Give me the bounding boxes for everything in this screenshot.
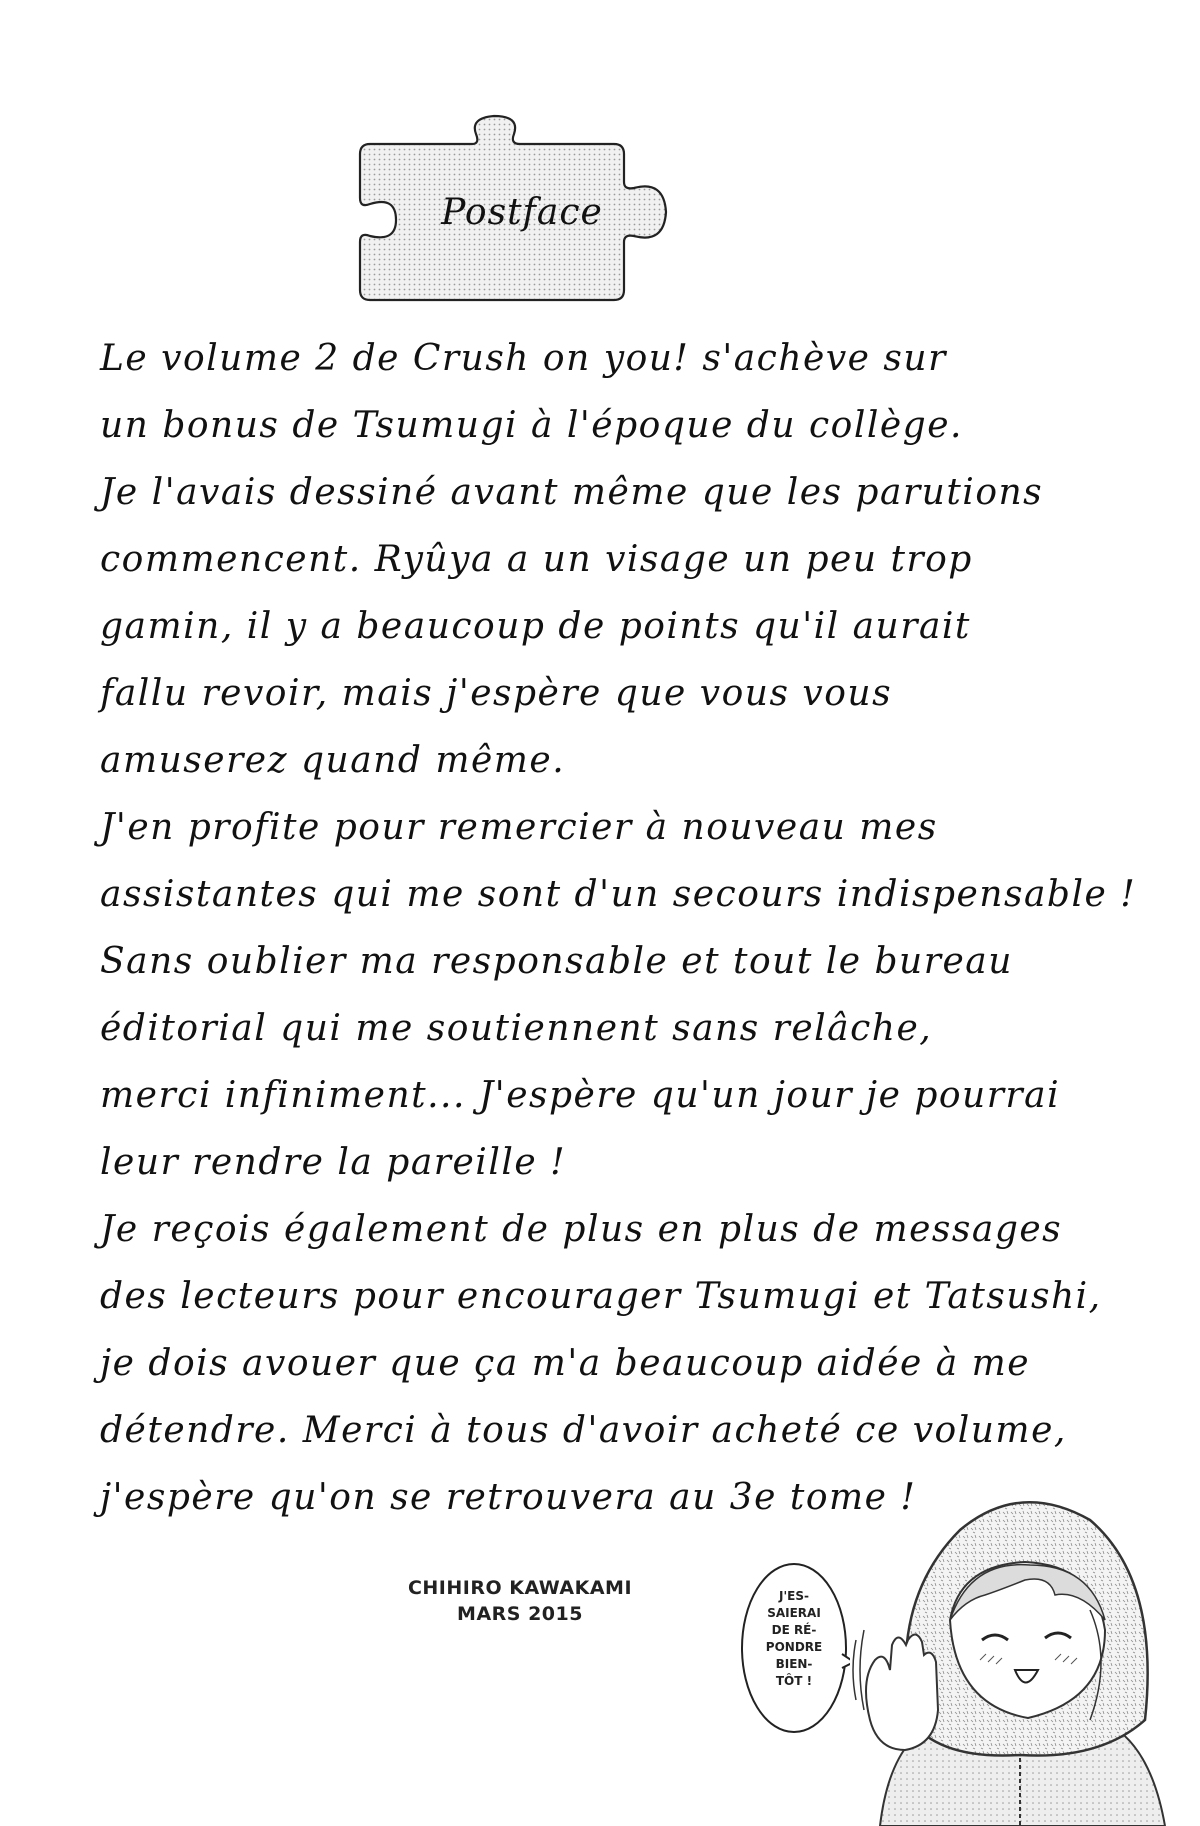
speech-bubble-text (738, 1588, 850, 1690)
character-illustration (850, 1470, 1180, 1826)
speech-line: TÔT ! (775, 1674, 813, 1688)
body-line: commencent. Ryûya a un visage un peu trop (100, 539, 973, 580)
body-line: Sans oublier ma responsable et tout le bureau (100, 941, 1013, 982)
body-line: Je reçois également de plus en plus de messages (100, 1209, 1063, 1250)
signature (400, 1575, 640, 1627)
signature-date: MARS 2015 (457, 1603, 583, 1625)
body-line: merci infiniment... J'espère qu'un jour je pourrai (100, 1075, 1061, 1116)
body-line: gamin, il y a beaucoup de points qu'il aurait (100, 606, 971, 647)
body-line: amuserez quand même. (100, 740, 566, 781)
speech-line: BIEN- (775, 1657, 813, 1671)
body-text (100, 325, 1137, 1531)
body-line: leur rendre la pareille ! (100, 1142, 567, 1183)
author-name: CHIHIRO KAWAKAMI (407, 1577, 633, 1599)
page-title: Postface (441, 192, 603, 233)
speech-line: PONDRE (765, 1640, 823, 1654)
body-line: Le volume 2 de Crush on you! s'achève sur (100, 338, 947, 379)
body-line: éditorial qui me soutiennent sans relâche, (100, 1008, 933, 1049)
speech-line: DE RÉ- (771, 1623, 817, 1637)
body-line: assistantes qui me sont d'un secours indispensable ! (100, 874, 1137, 915)
speech-bubble (738, 1558, 850, 1738)
body-line: détendre. Merci à tous d'avoir acheté ce volume, (100, 1410, 1067, 1451)
body-line: un bonus de Tsumugi à l'époque du collège. (100, 405, 963, 446)
body-line: fallu revoir, mais j'espère que vous vous (100, 673, 893, 714)
body-line: je dois avouer que ça m'a beaucoup aidée à me (100, 1343, 1031, 1384)
body-line: J'en profite pour remercier à nouveau mes (100, 807, 938, 848)
body-line: j'espère qu'on se retrouvera au 3e tome ! (100, 1477, 917, 1518)
title-badge (352, 112, 692, 322)
speech-line: J'ES- (779, 1589, 809, 1603)
speech-line: SAIERAI (767, 1606, 821, 1620)
hooded-girl-waving-illustration (850, 1470, 1180, 1826)
body-line: des lecteurs pour encourager Tsumugi et Tatsushi, (100, 1276, 1102, 1317)
body-line: Je l'avais dessiné avant même que les parutions (100, 472, 1044, 513)
